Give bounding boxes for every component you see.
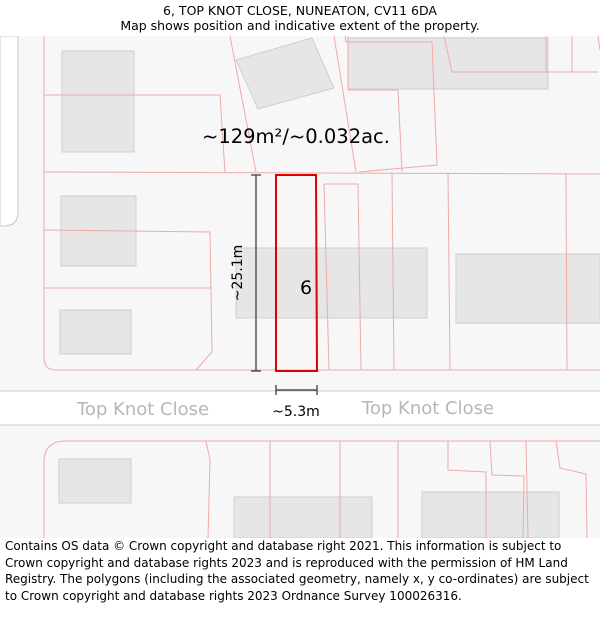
building [236,248,427,318]
width-label: ~5.3m [272,404,320,420]
building [59,459,131,503]
map-subtitle: Map shows position and indicative extent of the property. [120,18,480,33]
building [60,310,131,354]
building [348,38,548,89]
area-label: ~129m²/~0.032ac. [202,125,390,148]
street-label: Top Knot Close [76,399,210,420]
map-header [0,0,600,36]
height-label: ~25.1m [230,244,246,302]
plot-number: 6 [299,277,313,299]
address-title: 6, TOP KNOT CLOSE, NUNEATON, CV11 6DA [163,3,437,18]
side-road [0,36,18,226]
building [234,497,372,538]
building [456,254,600,323]
street-label: Top Knot Close [361,398,495,419]
map-canvas [0,36,600,538]
building [422,492,559,538]
map-view[interactable] [0,36,600,538]
building [62,51,134,152]
attribution-text: Contains OS data © Crown copyright and database right 2021. This information is subject to Crown copyright and database rights 2023 and is reproduced with the permission of HM Land Registry. The polygons (including the associated geometry, namely x, y co-ordinates) are subject to Crown copyright and database rights 2023 Ordnance Survey 100026316. [5,539,589,603]
